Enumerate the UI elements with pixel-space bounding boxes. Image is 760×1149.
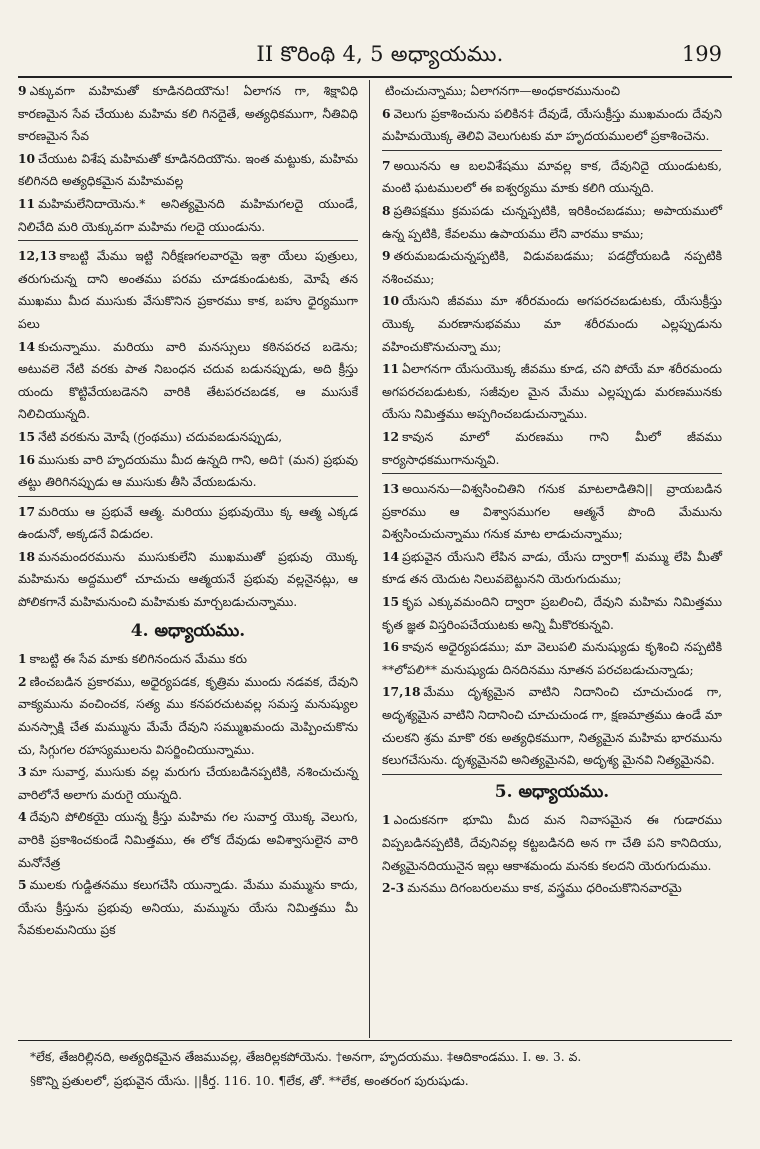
verse-number: 6: [382, 105, 391, 121]
verse-paragraph: [18, 806, 358, 874]
left-column: [18, 80, 358, 942]
running-title: II కొరింథి 4, 5 అధ్యాయము.: [256, 42, 504, 66]
verse-text: అయినను—విశ్వసించితిని గనుక మాటలాడితిని|| వ్రాయబడిన ప్రకారము ఆ విశ్వాసముగల ఆత్మనే పొంది మేమును విశ్వసించుచున్నాము గనుక మాట లాడుచున్నాము;: [382, 482, 722, 542]
verse-paragraph: [18, 501, 358, 546]
verse-number: 10: [18, 150, 36, 166]
verse-paragraph: [18, 245, 358, 335]
verse-number: 7: [382, 157, 391, 173]
verse-text: కావున మాలో మరణము గాని మీలో జీవము కార్యసాధకముగానున్నవి.: [382, 429, 722, 467]
verse-text: ఏలాగనగా యేసుయొక్క జీవము కూడ, చని పోయే మా శరీరమందు అగపరచబడుటకు, సజీవుల మైన మేము ఎల్లప్పుడు మరణమునకు యేసు నిమిత్తము అప్పగించబడుచున్నాము.: [382, 362, 722, 422]
verse-text: ఎందుకనగా భూమి మీద మన నివాసమైన ఈ గుడారము విప్పబడినప్పటికి, దేవునివల్ల కట్టబడినది అన గా చేతి పని కానిదియు, నిత్యమైనదియునైన ఇల్లు ఆకాశమందు మనకు కలదని యెరుగుదుము.: [382, 813, 722, 873]
verse-number: 3: [18, 764, 27, 780]
passage-block: [382, 809, 722, 899]
verse-number: 5: [18, 877, 27, 893]
verse-text: యేసుని జీవము మా శరీరమందు అగపరచబడుటకు, యేసుక్రీస్తు యొక్క మరణానుభవము మా శరీరమందు ఎల్లప్పుడును వహించుకొనుచున్నా ము;: [382, 294, 722, 354]
passage-block: [18, 80, 358, 241]
page-number: 199: [681, 42, 722, 66]
verse-text: కుచున్నాము. మరియు వారి మనస్సులు కఠినపరచ బడెను; అటువలె నేటి వరకు పాత నిబంధన చదువ బడునప్పుడు, అది క్రీస్తు యందు కొట్టివేయబడెనని వారికి తేటపరచబడక, ఆ ముసుకే నిలిచియున్నది.: [18, 339, 358, 422]
verse-paragraph: [382, 200, 722, 245]
verse-text: మనము దిగంబరులము కాక, వస్త్రము ధరించుకొనినవారమై: [407, 881, 682, 896]
verse-number: 17: [18, 503, 36, 519]
column-divider: [369, 80, 370, 1038]
verse-text: అయినను ఆ బలవిశేషము మావల్ల కాక, దేవునిదై యుండుటకు, మంటి ఘటములలో ఈ ఐశ్వర్యము మాకు కలిగి యున్నది.: [382, 158, 722, 196]
verse-text: కాబట్టి ఈ సేవ మాకు కలిగినందున మేము కరు: [29, 652, 247, 667]
verse-paragraph: [382, 877, 722, 900]
verse-text: ఎక్కువగా మహిమతో కూడినదియౌను! ఏలాగన గా, శిక్షావిధి కారణమైన సేవ చేయుట మహిమ కలి గినదైతే, అత్యధికముగా, నీతివిధి కారణమైన సేవ: [18, 84, 358, 144]
verse-number: 16: [382, 639, 400, 655]
verse-number: 12: [382, 428, 400, 444]
verse-paragraph: [18, 193, 358, 238]
verse-number: 1: [382, 812, 391, 828]
footnote-line: §కొన్ని ప్రతులలో, ప్రభువైన యేసు. ||కీర్త. 116. 10. ¶లేక, తో. **లేక, అంతరంగ పురుషుడు.: [30, 1074, 469, 1088]
verse-number: 14: [18, 338, 36, 354]
verse-text: మనమందరమును ముసుకులేని ముఖముతో ప్రభువు యొక్క మహిమను అద్దములో చూచుచు ఆత్మయనే ప్రభువు వల్లనైనట్లు, ఆ పోలికగానే మహిమనుంచి మహిమకు మార్చబడుచున్నాము.: [18, 549, 358, 610]
verse-number: 2: [18, 673, 27, 689]
passage-block: [18, 648, 358, 942]
verse-paragraph: [18, 546, 358, 614]
verse-number: 8: [382, 202, 391, 218]
verse-number: 17,18: [382, 684, 421, 700]
verse-text: ప్రభువైన యేసుని లేపిన వాడు, యేసు ద్వారా¶ మమ్ము లేపి మీతో కూడ తన యెదుట నిలువబెట్టునని యెరుగుదుము;: [382, 549, 722, 587]
verse-paragraph: [382, 591, 722, 636]
verse-text: మా సువార్త, ముసుకు వల్ల మరుగు చేయబడినప్పటికి, నశించుచున్న వారిలోనే అలాగు మరుగై యున్నది.: [18, 765, 358, 802]
verse-text: వెలుగు ప్రకాశించును పలికిన‡ దేవుడే, యేసుక్రీస్తు ముఖమందు దేవుని మహిమయొక్క తెలివి వెలుగుటకు మా హృదయములలో ప్రకాశించెను.: [382, 106, 722, 144]
verse-number: 1: [18, 651, 27, 667]
verse-paragraph: [382, 426, 722, 471]
verse-text: ములకు గుడ్డితనము కలుగచేసి యున్నాడు. మేము మమ్మును కాదు, యేసు క్రీస్తును ప్రభువు అనియు, మమ్మును యేసు నిమిత్తము మీ సేవకులమనియు ప్రక: [18, 878, 358, 938]
verse-paragraph: [382, 478, 722, 546]
chapter-heading: 5. అధ్యాయము.: [494, 781, 610, 802]
verse-paragraph: [382, 80, 722, 103]
verse-number: 14: [382, 548, 400, 564]
verse-text: కృప ఎక్కువమందిని ద్వారా ప్రబలించి, దేవుని మహిమ నిమిత్తము కృత జ్ఞత విస్తరింపచేయుటకు అన్ని మీకొరకున్నవి.: [382, 595, 722, 632]
verse-text: తరుమబడుచున్నప్పటికి, విడువబడము; పడద్రోయబడి నప్పటికి నశించము;: [382, 249, 722, 286]
verse-paragraph: [382, 155, 722, 200]
verse-paragraph: [18, 761, 358, 806]
verse-paragraph: [18, 336, 358, 426]
footnote-line: *లేక, తేజరిల్లినది, అత్యధికమైన తేజమువల్ల, తేజరిల్లకపోయెను. †అనగా, హృదయము. ‡ఆదికాండము. I. అ. 3. వ.: [30, 1050, 582, 1064]
header-rule: [18, 76, 732, 78]
verse-paragraph: [18, 426, 358, 449]
verse-text: టించుచున్నాము; ఏలాగనగా—అంధకారమునుంచి: [385, 84, 621, 98]
footnote-rule: [18, 1040, 732, 1041]
verse-paragraph: [18, 874, 358, 942]
verse-paragraph: [382, 636, 722, 681]
right-column: [382, 80, 722, 900]
verse-text: నేటి వరకును మోషే (గ్రంథము) చదువబడునప్పుడు,: [38, 429, 283, 444]
verse-number: 18: [18, 548, 36, 564]
passage-block: [18, 501, 358, 614]
verse-paragraph: [382, 809, 722, 877]
passage-block: [382, 155, 722, 474]
passage-block: [382, 80, 722, 151]
verse-number: 16: [18, 451, 36, 467]
verse-text: మహిమలేనిదాయెను.* అనిత్యమైనది మహిమగలదై యుండే, నిలిచేది మరి యెక్కువగా మహిమ గలదై యుండును.: [18, 196, 358, 234]
verse-text: ప్రతిపక్షము క్రమపడు చున్నప్పటికి, ఇరికించబడము; అపాయములో ఉన్న ప్పటికి, కేవలము ఉపాయము లేని వారము కాము;: [382, 203, 722, 241]
verse-paragraph: [382, 358, 722, 426]
verse-text: కాబట్టి మేము ఇట్టి నిరీక్షణగలవారమై ఇశ్రా యేలు పుత్రులు, తరుగుచున్న దాని అంతము పరమ చూడకుండుటకు, మోషే తన ముఖము మీద ముసుకు వేసుకొనిన ప్రకారము కాక, బహు ధైర్యముగా పలు: [18, 249, 358, 331]
verse-paragraph: [382, 681, 722, 771]
verse-number: 15: [382, 594, 400, 610]
verse-text: ణించబడిన ప్రకారము, అధైర్యపడక, కృత్రిమ ముందు నడవక, దేవుని వాక్యమును వంచించక, సత్య ము కనపరచుటవల్ల సమస్త మనుష్యుల మనస్సాక్షి చేత మమ్మును మేమే దేవుని సమ్ముఖమందు మెప్పించుకొను చు, సిగ్గుగల రహస్యములను విసర్జించియున్నాము.: [18, 674, 358, 757]
verse-number: 15: [18, 428, 36, 444]
passage-block: [18, 245, 358, 497]
verse-paragraph: [18, 648, 358, 671]
verse-text: కావున అధైర్యపడము; మా వెలుపలి మనుష్యుడు కృశించి నప్పటికి **లోపలి** మనుష్యుడు దినదినము నూతన పరచబడుచున్నాడు;: [382, 640, 722, 677]
page-header: [0, 40, 760, 72]
verse-text: మేము దృశ్యమైన వాటిని నిదానించి చూచుచుండ గా, అదృశ్యమైన వాటిని నిదానించి చూచుచుండ గా, క్షణమాత్రము ఉండే మా చులకని శ్రమ మాకొ రకు అత్యధికముగా, నిత్యమైన మహిమ భారమును కలుగచేసును. దృశ్యమైనవి అనిత్యమైనవి, అదృశ్య మైనవి నిత్యమైనవి.: [382, 685, 722, 768]
verse-number: 12,13: [18, 248, 57, 264]
footnotes: [30, 1045, 730, 1093]
verse-number: 9: [18, 83, 27, 98]
verse-paragraph: [382, 245, 722, 290]
verse-paragraph: [382, 103, 722, 148]
verse-paragraph: [382, 546, 722, 591]
verse-paragraph: [18, 80, 358, 148]
verse-text: మరియు ఆ ప్రభువే ఆత్మ. మరియు ప్రభువుయొ క్క ఆత్మ ఎక్కడ ఉండునో, అక్కడనే విడుదల.: [18, 504, 358, 542]
verse-number: 4: [18, 809, 27, 825]
verse-number: 11: [382, 361, 400, 377]
verse-number: 2-3: [382, 880, 405, 896]
verse-paragraph: [18, 148, 358, 193]
verse-paragraph: [382, 290, 722, 358]
verse-text: దేవుని పోలికయై యున్న క్రీస్తు మహిమ గల సువార్త యొక్క వెలుగు, వారికి ప్రకాశించకుండే నిమిత్తము, ఈ లోక దేవుడు అవిశ్వాసులైన వారి మనోనేత్ర: [18, 810, 358, 870]
verse-number: 9: [382, 248, 391, 264]
verse-paragraph: [18, 449, 358, 494]
verse-text: ముసుకు వారి హృదయము మీద ఉన్నది గాని, అది† (మన) ప్రభువు తట్టు తిరిగినప్పుడు ఆ ముసుకు తీసి వేయబడును.: [18, 452, 358, 490]
verse-number: 13: [382, 481, 400, 497]
passage-block: [382, 478, 722, 775]
chapter-heading: 4. అధ్యాయము.: [130, 620, 246, 641]
verse-number: 11: [18, 195, 36, 211]
verse-number: 10: [382, 293, 400, 309]
verse-text: చేయుట విశేష మహిమతో కూడినదియౌను. ఇంత మట్టుకు, మహిమ కలిగినది అత్యధికమైన మహిమవల్ల: [18, 151, 358, 189]
verse-paragraph: [18, 671, 358, 761]
